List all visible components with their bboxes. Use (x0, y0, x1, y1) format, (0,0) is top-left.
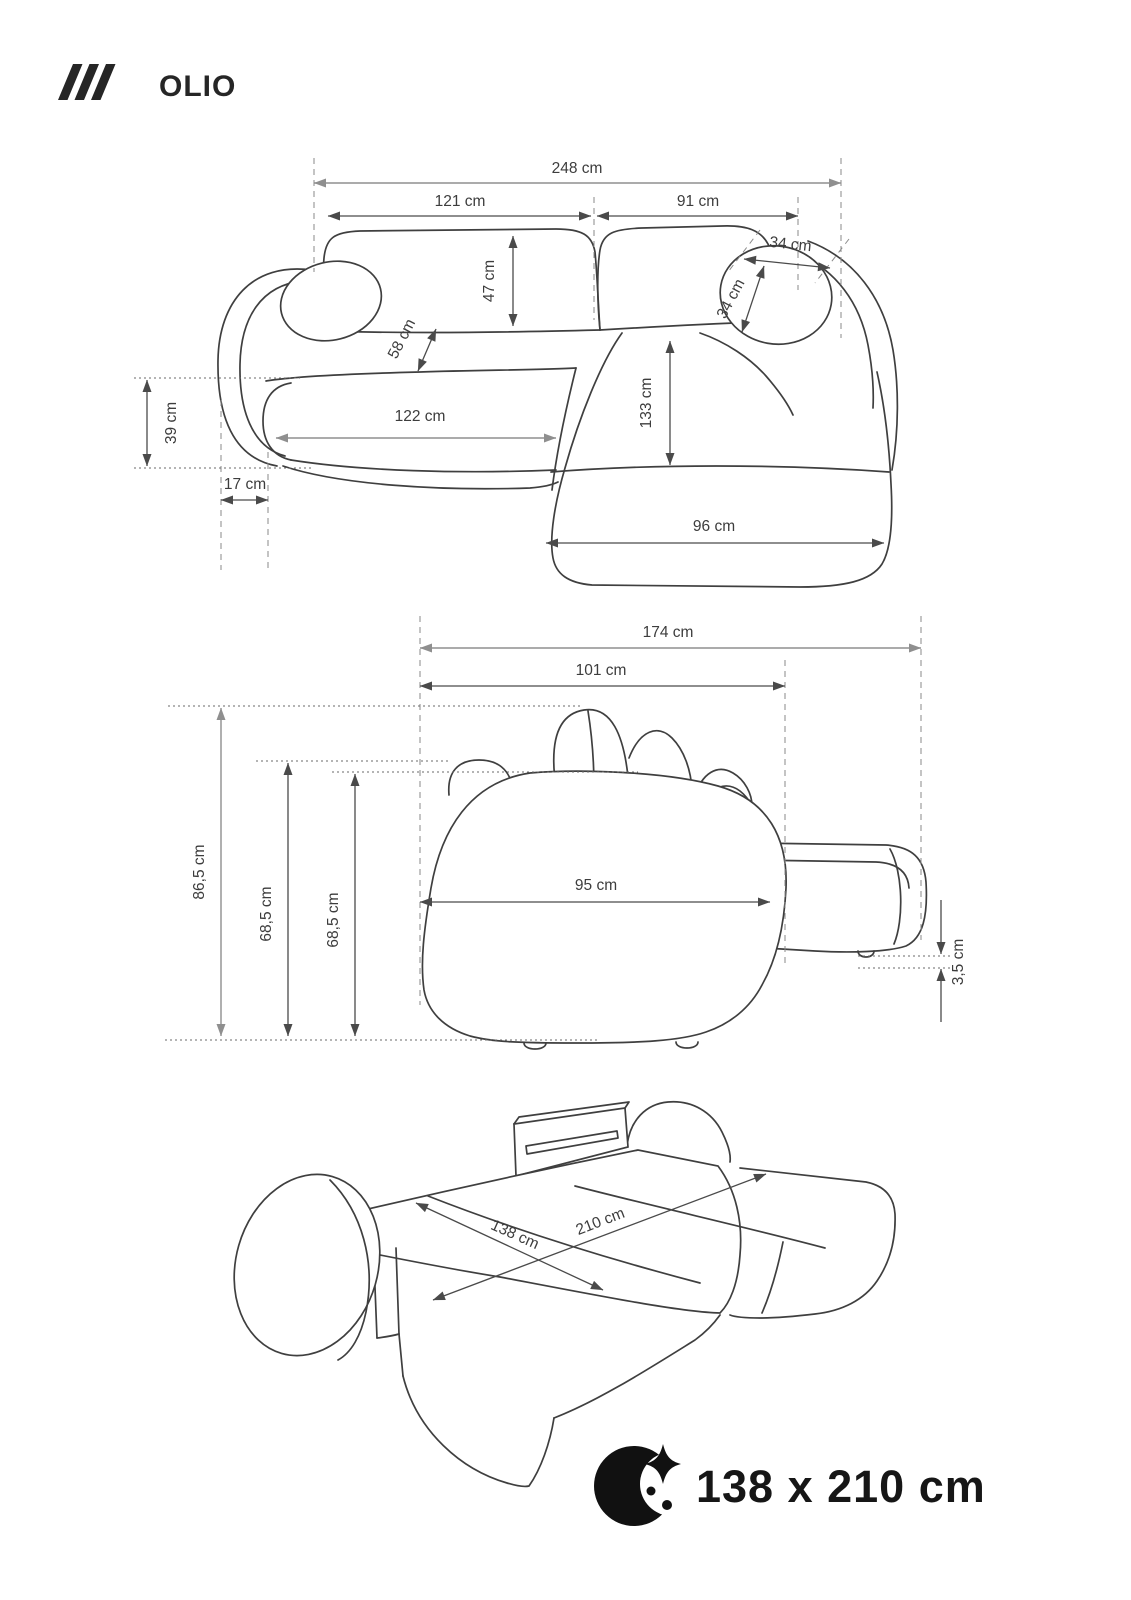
dim-corner-section: 91 cm (676, 193, 720, 210)
dim-leg-clearance: 3,5 cm (950, 938, 967, 986)
sleeping-area-label: 138 x 210 cm (696, 1461, 986, 1512)
dim-chaise-width: 96 cm (692, 518, 736, 535)
dim-armrest-width: 17 cm (223, 476, 267, 493)
headrest-pillow-left (272, 251, 390, 351)
dim-corner-pillow-depth: 34 cm (713, 276, 749, 322)
dim-total-height: 86,5 cm (191, 844, 208, 900)
dim-seat-width: 122 cm (394, 408, 446, 425)
dim-backrest-height: 68,5 cm (325, 892, 342, 948)
bed-armrest-left (213, 1157, 400, 1373)
moon-stars-icon (594, 1444, 704, 1526)
dim-total-width: 248 cm (551, 160, 603, 177)
brand-title: OLIO (159, 70, 237, 103)
dim-chaise-length: 133 cm (638, 377, 655, 429)
front-view-drawing (422, 710, 926, 1049)
dim-backrest-depth: 47 cm (481, 259, 498, 303)
dim-seat-width-front: 95 cm (574, 877, 618, 894)
dim-armrest-front-offset: 39 cm (163, 401, 180, 445)
top-view-drawing (218, 226, 897, 587)
dim-left-section: 121 cm (434, 193, 486, 210)
dim-bed-length: 210 cm (573, 1204, 628, 1239)
bed-view-drawing (213, 1102, 895, 1487)
dim-seat-depth: 58 cm (384, 316, 420, 362)
top-view-dimensions (134, 158, 884, 570)
brand-logo-icon (58, 64, 116, 100)
dim-frame-depth: 101 cm (575, 662, 627, 679)
dim-total-depth: 174 cm (642, 624, 694, 641)
dim-armrest-height: 68,5 cm (258, 886, 275, 942)
dim-corner-pillow-width: 34 cm (768, 233, 813, 256)
dim-bed-width: 138 cm (488, 1216, 542, 1253)
